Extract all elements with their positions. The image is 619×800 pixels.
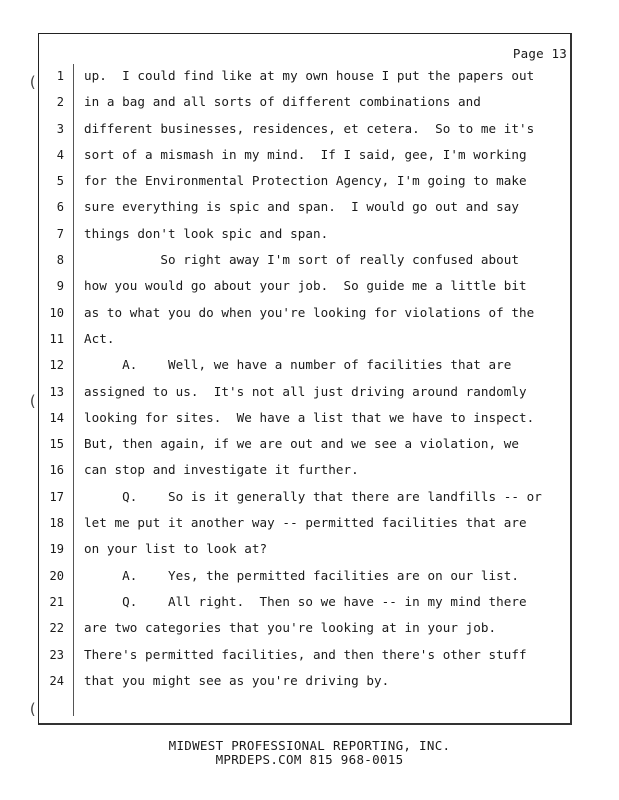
line-text: A. Well, we have a number of facilities that are <box>84 357 512 373</box>
transcript-line <box>38 642 558 668</box>
line-text: assigned to us. It's not all just driving around randomly <box>84 383 527 399</box>
line-text: Q. All right. Then so we have -- in my mind there <box>84 593 527 609</box>
line-text: sure everything is spic and span. I would go out and say <box>84 199 520 215</box>
transcript-line <box>38 247 558 273</box>
line-text: Act. <box>84 330 115 346</box>
line-text: looking for sites. We have a list that we have to inspect. <box>84 409 535 425</box>
line-text: things don't look spic and span. <box>84 225 329 241</box>
transcript-line <box>38 536 558 562</box>
binding-mark-icon: ( <box>28 700 38 718</box>
line-number: 19 <box>49 542 64 557</box>
line-text: can stop and investigate it further. <box>84 462 359 478</box>
line-text: in a bag and all sorts of different combinations and <box>84 94 481 110</box>
line-text: different businesses, residences, et cetera. So to me it's <box>84 120 535 136</box>
line-text: There's permitted facilities, and then there's other stuff <box>84 646 527 662</box>
transcript-line <box>38 668 558 694</box>
line-text: how you would go about your job. So guide me a little bit <box>84 278 527 294</box>
transcript-line <box>38 273 558 299</box>
binding-mark-icon: ( <box>28 73 38 91</box>
line-number: 24 <box>49 673 64 688</box>
line-number: 20 <box>49 568 64 583</box>
transcript-line <box>38 116 558 142</box>
line-number: 18 <box>49 516 64 531</box>
line-number: 1 <box>56 69 64 83</box>
binding-mark-icon: ( <box>28 392 38 410</box>
line-number: 15 <box>49 437 64 452</box>
line-number: 10 <box>49 305 64 320</box>
line-number: 2 <box>56 95 64 110</box>
transcript-line <box>38 379 558 405</box>
line-number: 7 <box>56 226 64 241</box>
transcript-line <box>38 352 558 378</box>
transcript-line <box>38 615 558 641</box>
line-text: on your list to look at? <box>84 541 268 557</box>
line-number: 6 <box>56 200 64 215</box>
transcript-line <box>38 589 558 615</box>
transcript-line <box>38 142 558 168</box>
transcript-line <box>38 221 558 247</box>
line-number: 23 <box>49 647 64 662</box>
transcript-line <box>38 510 558 536</box>
footer-phone: 815 968-0015 <box>309 752 404 767</box>
transcript-line <box>38 563 558 589</box>
line-number: 21 <box>49 594 64 609</box>
line-number: 22 <box>49 621 64 636</box>
page-number: Page 13 <box>512 46 567 61</box>
transcript-line <box>38 326 558 352</box>
footer-contact <box>0 752 619 767</box>
transcript-line <box>38 300 558 326</box>
line-number: 12 <box>49 358 64 373</box>
transcript-line <box>38 168 558 194</box>
transcript-line <box>38 405 558 431</box>
footer-website: MPRDEPS.COM <box>215 752 302 767</box>
transcript-line <box>38 194 558 220</box>
line-number: 16 <box>49 463 64 478</box>
line-number: 4 <box>56 147 64 162</box>
line-text: let me put it another way -- permitted facilities that are <box>84 515 527 531</box>
line-text: that you might see as you're driving by. <box>84 672 390 688</box>
line-text: up. I could find like at my own house I put the papers out <box>84 68 535 83</box>
line-number: 14 <box>49 410 64 425</box>
line-number: 17 <box>49 489 64 504</box>
line-number: 11 <box>49 331 64 346</box>
transcript-line <box>38 457 558 483</box>
line-text: as to what you do when you're looking for violations of the <box>84 304 535 320</box>
line-text: But, then again, if we are out and we see a violation, we <box>84 436 520 452</box>
line-text: A. Yes, the permitted facilities are on our list. <box>84 567 520 583</box>
transcript-line <box>38 484 558 510</box>
line-number: 8 <box>56 253 64 268</box>
transcript-line <box>38 431 558 457</box>
transcript-lines <box>38 63 558 694</box>
transcript-line <box>38 63 558 89</box>
line-number: 9 <box>56 279 64 294</box>
footer-company: MIDWEST PROFESSIONAL REPORTING, INC. <box>168 738 451 753</box>
transcript-line <box>38 89 558 115</box>
line-text: for the Environmental Protection Agency, I'm going to make <box>84 173 527 189</box>
line-number: 5 <box>56 174 64 189</box>
line-text: are two categories that you're looking at in your job. <box>84 620 497 636</box>
line-number: 13 <box>49 384 64 399</box>
line-text: So right away I'm sort of really confused about <box>84 252 520 268</box>
line-number: 3 <box>56 121 64 136</box>
line-text: sort of a mismash in my mind. If I said, gee, I'm working <box>84 146 527 162</box>
line-text: Q. So is it generally that there are landfills -- or <box>84 488 542 504</box>
